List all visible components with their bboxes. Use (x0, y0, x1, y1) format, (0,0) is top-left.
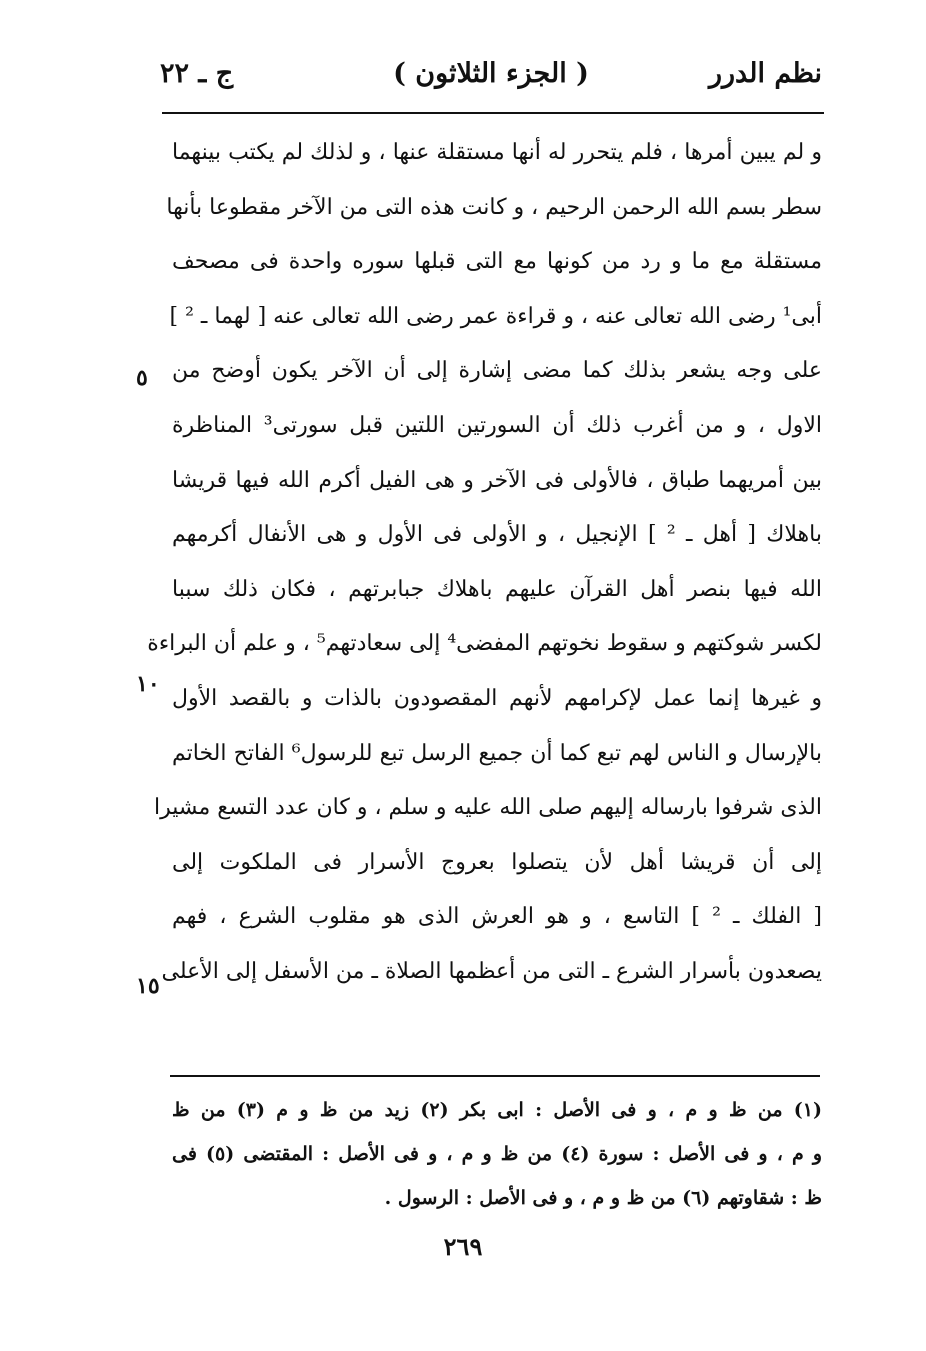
text-line: مستقلة مع ما و رد من كونها مع التى قبلها سوره واحدة فى مصحف (172, 249, 822, 275)
text-line: و لم يبين أمرها ، فلم يتحرر له أنها مستقلة عنها ، و لذلك لم يكتب بينهما (172, 140, 822, 165)
part-title: ( الجزء الثلاثون ) (393, 58, 589, 89)
volume-label: ج ـ ٢٢ (160, 58, 234, 89)
header-rule (162, 112, 824, 114)
text-line: الله فيها بنصر أهل القرآن عليهم باهلاك جبابرتهم ، فكان ذلك سببا (172, 576, 822, 602)
book-title: نظم الدرر (708, 58, 822, 89)
footnote-line: و م ، و فى الأصل : سورة (٤) من ظ و م ، و فى الأصل : المقتضى (٥) فى (172, 1143, 823, 1165)
page-number: ٢٦٩ (443, 1232, 483, 1261)
footnote-line: (١) من ظ و م ، و فى الأصل : ابى بكر (٢) زيد من ظ و م (٣) من ظ (172, 1099, 822, 1121)
line-number-10: ١٠ (136, 671, 160, 697)
text-line: لكسر شوكتهم و سقوط نخوتهم المفضى⁴ إلى سعادتهم⁵ ، و علم أن البراءة (147, 631, 822, 657)
text-line: و غيرها إنما عمل لإكرامهم لأنهم المقصودون بالذات و بالقصد الأول (172, 685, 822, 711)
text-line: سطر بسم الله الرحمن الرحيم ، و كانت هذه التى من الآخر مقطوعا بأنها (166, 194, 822, 220)
text-line: يصعدون بأسرار الشرع ـ التى من أعظمها الصلاة ـ من الأسفل إلى الأعلى (161, 958, 822, 984)
text-line: الاول ، و من أغرب ذلك أن السورتين اللتين قبل سورتى³ المناظرة (172, 412, 823, 438)
text-line: بين أمريهما طباق ، فالأولى فى الآخر و هى الفيل أكرم الله فيها قريشا (172, 467, 822, 493)
text-line: بالإرسال و الناس لهم تبع كما أن جميع الرسل تبع للرسول⁶ الفاتح الخاتم (172, 740, 822, 766)
text-line: على وجه يشعر بذلك كما مضى إشارة إلى أن الآخر يكون أوضح من (172, 358, 822, 384)
running-header (160, 58, 822, 102)
footnote-rule (170, 1075, 820, 1077)
text-line: [ الفلك ـ ² ] التاسع ، و هو العرش الذى هو مقلوب الشرع ، فهم (172, 904, 823, 930)
text-line: أبى¹ رضى الله تعالى عنه ، و قراءة عمر رضى الله تعالى عنه [ لهما ـ ² ] (169, 303, 822, 329)
line-number-15: ١٥ (136, 973, 160, 999)
text-line: باهلاك [ أهل ـ ² ] الإنجيل ، و الأولى فى الأول و هى الأنفال أكرمهم (172, 522, 822, 548)
footnote-line: ظ : شقاوتهم (٦) من ظ و م ، و فى الأصل : الرسول . (384, 1187, 822, 1209)
footnotes (172, 1088, 822, 1220)
text-line: إلى أن قريشا أهل لأن يتصلوا بعروج الأسرار فى الملكوت إلى (172, 849, 822, 875)
line-number-5: ٥ (136, 365, 148, 391)
text-line: الذى شرفوا بارساله إليهم صلى الله عليه و سلم ، و كان عدد التسع مشيرا (153, 795, 822, 821)
